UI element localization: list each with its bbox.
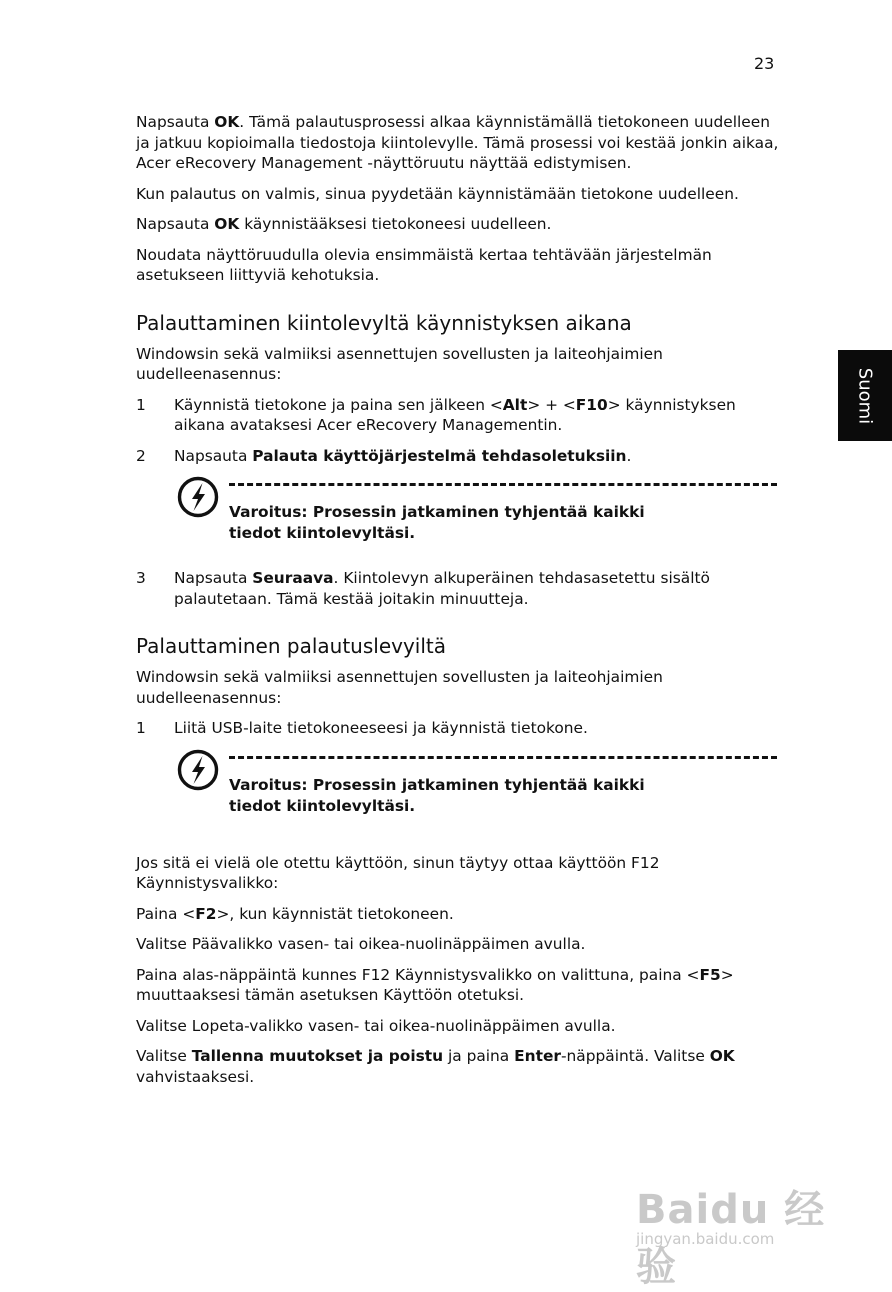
list-item xyxy=(136,446,786,467)
baidu-watermark xyxy=(636,1142,846,1290)
section2-lead: Windowsin sekä valmiiksi asennettujen sovellusten ja laiteohjaimien uudelleenasennus: xyxy=(136,668,663,707)
step-number: 3 xyxy=(136,569,146,587)
intro-paragraph-1: Napsauta OK. Tämä palautusprosessi alkaa käynnistämällä tietokoneen uudelleen ja jatkuu kopioimalla tiedostoja kiintolevylle. Tämä prosessi voi kestää jonkin aikaa, Acer eRecovery Management -näyttöruutu näyttää edistymisen. xyxy=(136,113,779,172)
page-content xyxy=(136,112,786,1097)
section-heading-hdd-recovery: Palauttaminen kiintolevyltä käynnistyksen aikana xyxy=(136,310,632,335)
section1-lead: Windowsin sekä valmiiksi asennettujen sovellusten ja laiteohjaimien uudelleenasennus: xyxy=(136,344,663,383)
section2-paragraph-3: Valitse Päävalikko vasen- tai oikea-nuolinäppäimen avulla. xyxy=(136,935,586,953)
section2-paragraph-1: Jos sitä ei vielä ole otettu käyttöön, sinun täytyy ottaa käyttöön F12 Käynnistysvalikko: xyxy=(136,853,660,892)
warning-dashed-rule xyxy=(229,483,777,486)
section2-steps xyxy=(136,718,786,739)
watermark-url: jingyan.baidu.com xyxy=(636,1230,775,1248)
section1-steps-continued xyxy=(136,568,786,609)
intro-paragraph-4: Noudata näyttöruudulla olevia ensimmäistä kertaa tehtävään järjestelmän asetukseen liittyviä kehotuksia. xyxy=(136,245,712,284)
warning-text: Varoitus: Prosessin jatkaminen tyhjentää kaikki tiedot kiintolevyltäsi. xyxy=(229,775,645,815)
intro-paragraph-3: Napsauta OK käynnistääksesi tietokoneesi uudelleen. xyxy=(136,215,552,233)
language-side-tab xyxy=(838,350,892,441)
intro-paragraph-2: Kun palautus on valmis, sinua pyydetään käynnistämään tietokone uudelleen. xyxy=(136,184,739,203)
step-text: Liitä USB-laite tietokoneeseesi ja käynnistä tietokone. xyxy=(174,719,588,737)
watermark-brand: Baidu 经验 xyxy=(636,1187,826,1290)
step-text: Napsauta Palauta käyttöjärjestelmä tehdasoletuksiin. xyxy=(174,446,632,465)
step-text: Käynnistä tietokone ja paina sen jälkeen <Alt> + <F10> käynnistyksen aikana avataksesi Acer eRecovery Managementin. xyxy=(174,395,736,434)
warning-dashed-rule xyxy=(229,756,777,759)
page-number: 23 xyxy=(754,54,775,73)
list-item xyxy=(136,395,786,436)
step-number: 1 xyxy=(136,395,146,414)
step-number: 1 xyxy=(136,719,146,737)
section-heading-disc-recovery: Palauttaminen palautuslevyiltä xyxy=(136,634,447,658)
warning-bolt-icon xyxy=(177,476,219,518)
section2-paragraph-5: Valitse Lopeta-valikko vasen- tai oikea-nuolinäppäimen avulla. xyxy=(136,1016,616,1035)
warning-text: Varoitus: Prosessin jatkaminen tyhjentää kaikki tiedot kiintolevyltäsi. xyxy=(229,503,645,542)
list-item xyxy=(136,718,786,739)
section2-paragraph-6: Valitse Tallenna muutokset ja poistu ja paina Enter-näppäintä. Valitse OK vahvistaaksesi. xyxy=(136,1047,735,1086)
warning-box-1 xyxy=(174,476,786,546)
step-number: 2 xyxy=(136,446,146,465)
step-text: Napsauta Seuraava. Kiintolevyn alkuperäinen tehdasasetettu sisältö palautetaan. Tämä kestää joitakin minuutteja. xyxy=(174,569,710,608)
section2-paragraph-2: Paina <F2>, kun käynnistät tietokoneen. xyxy=(136,904,454,923)
section1-steps xyxy=(136,395,786,467)
warning-box-2 xyxy=(174,749,786,819)
section2-paragraph-4: Paina alas-näppäintä kunnes F12 Käynnistysvalikko on valittuna, paina <F5> muuttaaksesi tämän asetuksen Käyttöön otetuksi. xyxy=(136,965,734,1004)
warning-bolt-icon xyxy=(177,749,219,791)
side-tab-label: Suomi xyxy=(854,367,876,424)
list-item xyxy=(136,568,786,609)
